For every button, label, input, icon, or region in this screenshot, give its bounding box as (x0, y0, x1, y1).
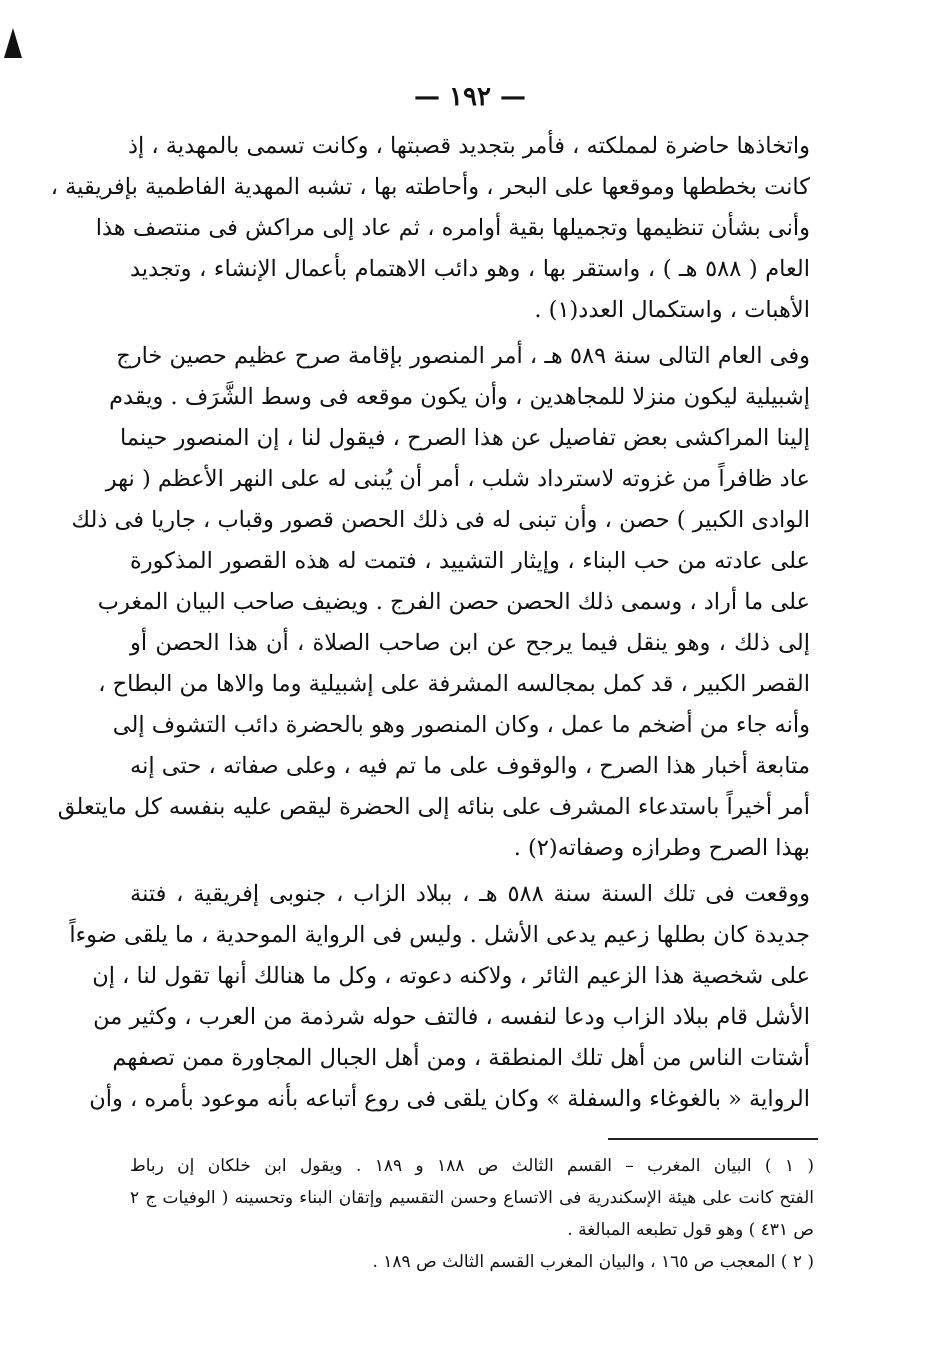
text-line: الأهبات ، واستكمال العدد(١) . (534, 297, 810, 323)
text-line: واتخاذها حاضرة لمملكته ، فأمر بتجديد قصبتها ، وكانت تسمى بالمهدية ، إذ (127, 133, 810, 159)
text-line: وأنى بشأن تنظيمها وتجميلها بقية أوامره ، ثم عاد إلى مراكش فى منتصف هذا (95, 215, 810, 241)
text-line: الأشل قام ببلاد الزاب ودعا لنفسه ، فالتف حوله شرذمة من العرب ، وكثير من (93, 1004, 810, 1030)
text-line: إلى ذلك ، وهو ينقل فيما يرجح عن ابن صاحب الصلاة ، أن هذا الحصن أو (130, 630, 810, 656)
text-line: إشبيلية ليكون منزلا للمجاهدين ، وأن يكون موقعه فى وسط الشَّرَف . ويقدم (109, 384, 810, 410)
text-line: وأنه جاء من أضخم ما عمل ، وكان المنصور وهو بالحضرة دائب التشوف إلى (112, 712, 810, 738)
footnote-1 (130, 1150, 814, 1246)
text-line: جديدة كان بطلها زعيم يدعى الأشل . وليس فى الرواية الموحدية ، ما يلقى ضوءاً (69, 922, 810, 948)
footnote-divider (608, 1138, 818, 1140)
text-line: متابعة أخبار هذا الصرح ، والوقوف على ما تم فيه ، وعلى صفاته ، حتى إنه (130, 753, 810, 779)
text-line: الوادى الكبير ) حصن ، وأن تبنى له فى ذلك الحصن قصور وقباب ، جاريا فى ذلك (71, 507, 810, 533)
paragraph-1 (50, 126, 810, 331)
text-line: القصر الكبير ، قد كمل بمجالسه المشرفة على إشبيلية وما والاها من البطاح ، (98, 671, 810, 697)
text-line: على عادته من حب البناء ، وإيثار التشييد ، فتمت له هذه القصور المذكورة (130, 548, 810, 574)
text-line: ووقعت فى تلك السنة سنة ٥٨٨ هـ ، ببلاد الزاب ، جنوبى إفريقية ، فتنة (130, 881, 810, 907)
page-number: — ١٩٢ — (413, 82, 527, 112)
footnote-line: ص ٤٣١ ) وهو قول تطبعه المبالغة . (567, 1220, 814, 1240)
paragraph-2 (57, 336, 810, 869)
body-text (50, 126, 810, 1120)
text-line: أشتات الناس من أهل تلك المنطقة ، ومن أهل الجبال المجاورة ممن تصفهم (112, 1045, 810, 1071)
text-line: وفى العام التالى سنة ٥٨٩ هـ ، أمر المنصور بإقامة صرح عظيم حصين خارج (116, 343, 810, 369)
text-line: بهذا الصرح وطرازه وصفاته(٢) . (513, 835, 810, 861)
text-line: عاد ظافراً من غزوته لاسترداد شلب ، أمر أن يُبنى له على النهر الأعظم ( نهر (105, 466, 810, 492)
footnote-line: الفتح كانت على هيئة الإسكندرية فى الاتساع وحسن التقسيم وإتقان البناء وتحسينه ( الوفيات ج ٢ (130, 1188, 814, 1208)
text-line: على شخصية هذا الزعيم الثائر ، ولاكنه دعوته ، وكل ما هنالك أنها تقول لنا ، إن (92, 963, 810, 989)
text-line: العام ( ٥٨٨ هـ ) ، واستقر بها ، وهو دائب الاهتمام بأعمال الإنشاء ، وتجديد (130, 256, 810, 282)
text-line: أمر أخيراً باستدعاء المشرف على بنائه إلى الحضرة ليقص عليه بنفسه كل مايتعلق (57, 794, 810, 820)
corner-mark (4, 28, 22, 58)
text-line: إلينا المراكشى بعض تفاصيل عن هذا الصرح ، فيقول لنا ، إن المنصور حينما (120, 425, 810, 451)
text-line: الرواية « بالغوغاء والسفلة » وكان يلقى فى روع أتباعه بأنه موعود بأمره ، وأن (89, 1086, 810, 1112)
paragraph-3 (69, 874, 810, 1120)
footnote-line: ( ١ ) البيان المغرب – القسم الثالث ص ١٨٨ و ١٨٩ . ويقول ابن خلكان إن رباط (130, 1156, 814, 1176)
footnote-2 (130, 1246, 814, 1278)
footnote-line: ( ٢ ) المعجب ص ١٦٥ ، والبيان المغرب القسم الثالث ص ١٨٩ . (372, 1252, 814, 1272)
footnotes (130, 1150, 814, 1278)
text-line: كانت بخططها وموقعها على البحر ، وأحاطته بها ، تشبه المهدية الفاطمية بإفريقية ، (50, 174, 810, 200)
text-line: على ما أراد ، وسمى ذلك الحصن حصن الفرج . ويضيف صاحب البيان المغرب (97, 589, 810, 615)
